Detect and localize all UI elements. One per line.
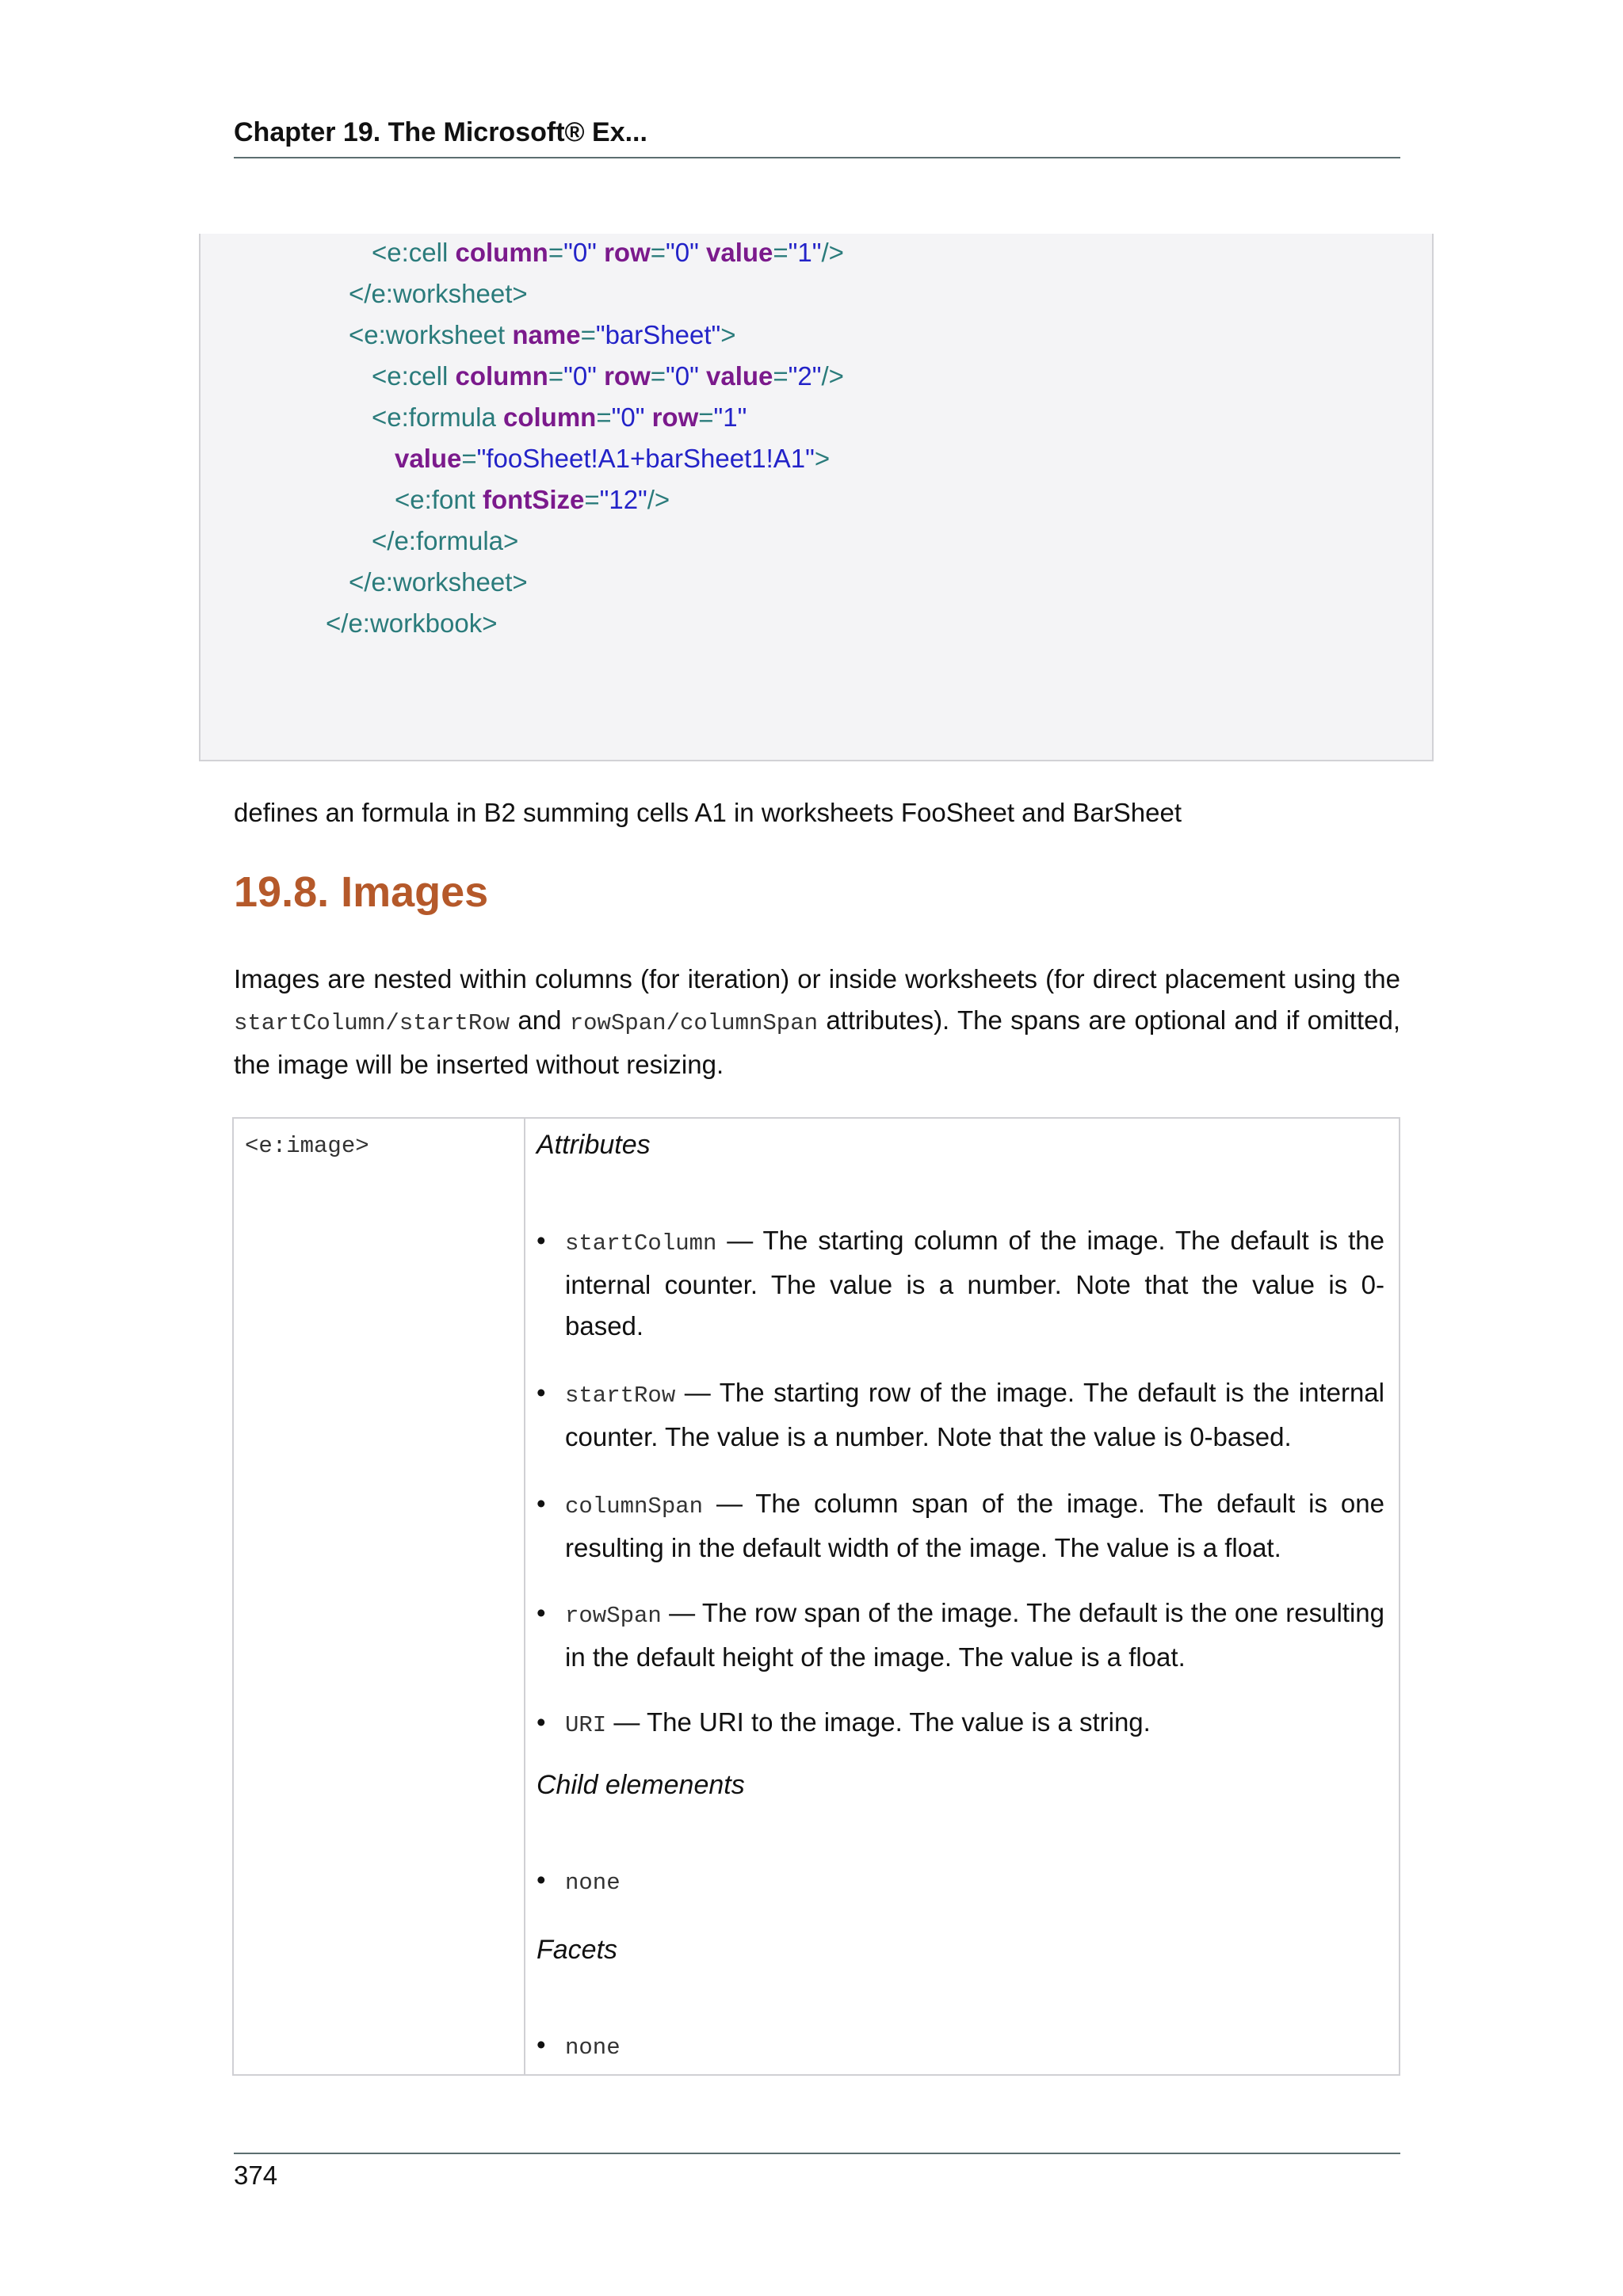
bullet-icon: • — [537, 1707, 546, 1737]
bullet-icon: • — [537, 2030, 546, 2059]
code-line: <e:cell column="0" row="0" value="2"/> — [372, 361, 844, 391]
list-item: • startRow — The starting row of the image. The default is the internal counter. The value is a number. Note that the value is 0-based. — [537, 1372, 1384, 1458]
section-title: 19.8. Images — [234, 868, 489, 916]
list-item: • URI — The URI to the image. The value is a string. — [537, 1702, 1384, 1746]
code-line: </e:formula> — [372, 526, 519, 555]
code-line: </e:workbook> — [326, 608, 498, 638]
facets-heading: Facets — [537, 1935, 618, 1965]
code-description: defines an formula in B2 summing cells A1 in worksheets FooSheet and BarSheet — [234, 798, 1182, 827]
page-number: 374 — [234, 2161, 278, 2190]
element-reference-table — [232, 1117, 1400, 2076]
bullet-icon: • — [537, 1489, 546, 1518]
attributes-heading: Attributes — [537, 1130, 651, 1160]
bullet-icon: • — [537, 1226, 546, 1255]
code-line: </e:worksheet> — [349, 279, 528, 308]
code-listing — [199, 234, 1434, 761]
code-line: </e:worksheet> — [349, 567, 528, 597]
bullet-icon: • — [537, 1598, 546, 1627]
inline-code: rowSpan/columnSpan — [569, 1010, 819, 1036]
column-divider — [524, 1119, 525, 2074]
code-line: <e:worksheet name="barSheet"> — [349, 320, 736, 349]
element-tag: <e:image> — [245, 1133, 369, 1159]
list-item: • rowSpan — The row span of the image. The default is the one resulting in the default height of the image. The value is a float. — [537, 1592, 1384, 1678]
list-item: • none — [537, 1859, 1384, 1904]
chapter-header: Chapter 19. The Microsoft® Ex... — [234, 117, 647, 147]
code-line: <e:formula column="0" row="1" — [372, 402, 747, 432]
list-item: • startColumn — The starting column of the image. The default is the internal counter. The value is a number. Note that the value is 0-based. — [537, 1220, 1384, 1347]
list-item: • columnSpan — The column span of the image. The default is one resulting in the default width of the image. The value is a float. — [537, 1483, 1384, 1569]
intro-paragraph: Images are nested within columns (for iteration) or inside worksheets (for direct placement using the startColumn/startRow and rowSpan/columnSpan attributes). The spans are optional and if omitted, the image will be inserted without resizing. — [234, 964, 1400, 1079]
list-item: • none — [537, 2024, 1384, 2069]
bullet-icon: • — [537, 1865, 546, 1894]
inline-code: startColumn/startRow — [234, 1010, 510, 1036]
code-line: <e:font fontSize="12"/> — [395, 485, 670, 514]
code-line: value="fooSheet!A1+barSheet1!A1"> — [395, 444, 831, 473]
code-line: <e:cell column="0" row="0" value="1"/> — [372, 238, 844, 267]
footer-divider — [234, 2153, 1400, 2154]
bullet-icon: • — [537, 1378, 546, 1407]
child-elements-heading: Child elemenents — [537, 1770, 745, 1800]
header-divider — [234, 157, 1400, 158]
